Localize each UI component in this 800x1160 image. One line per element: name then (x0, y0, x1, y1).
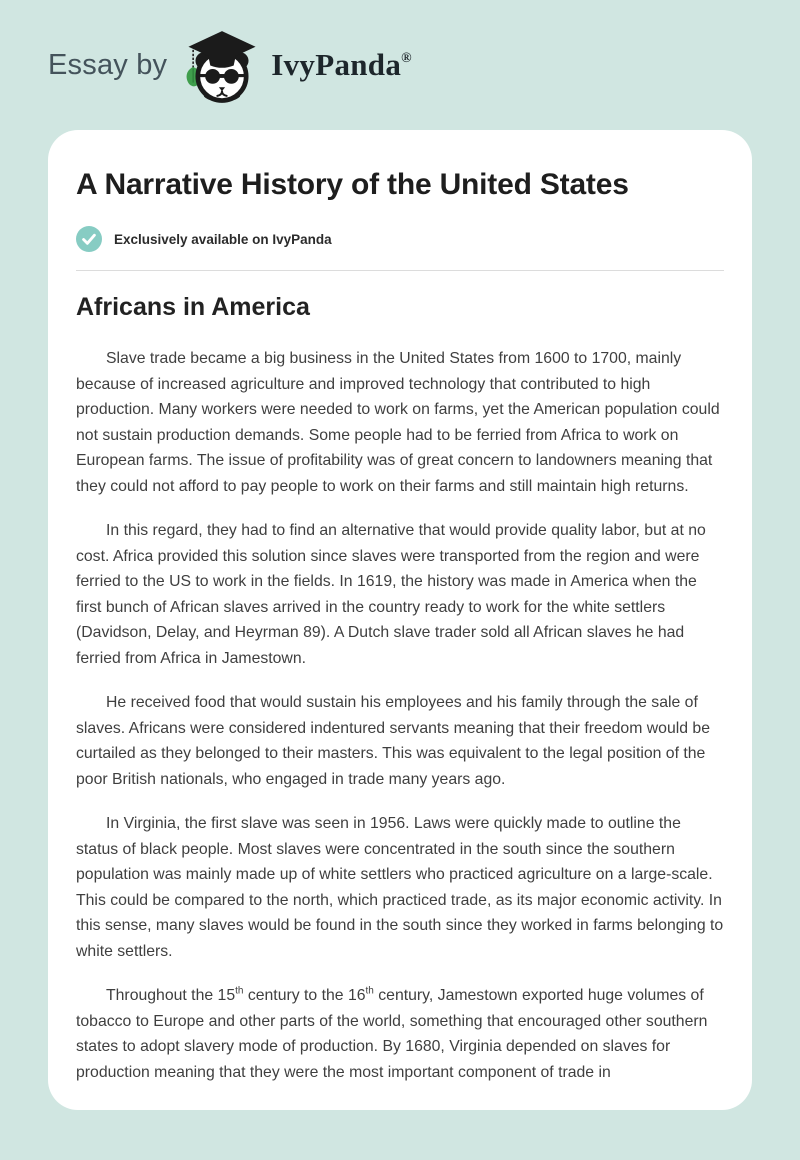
essay-paragraph: Slave trade became a big business in the United States from 1600 to 1700, mainly because of increased agriculture and improved technology that contributed to high production. Many workers were needed to work on farms, yet the American population could not sustain production demands. Some people had to be ferried from Africa to work on European farms. The issue of profitability was of great concern to landowners meaning that they could not afford to pay people to work on their farms and still maintain high returns. (76, 350, 720, 495)
divider (76, 270, 724, 271)
essay-paragraph: In Virginia, the first slave was seen in 1956. Laws were quickly made to outline the status of black people. Most slaves were concentrated in the south since the southern population was mainly made up of white settlers who practiced agriculture on a large-scale. This could be compared to the north, which practiced trade, as its major economic activity. In this sense, many slaves would be found in the south since they worked in farms belonging to white settlers. (76, 815, 724, 960)
essay-paragraph: He received food that would sustain his employees and his family through the sale of slaves. Africans were considered indentured servants meaning that their freedom would be curtailed as they belonged to their masters. This was equivalent to the legal position of the poor British nationals, who engaged in trade many years ago. (76, 694, 710, 788)
essay-title: A Narrative History of the United States (76, 168, 629, 201)
brand-name: IvyPanda® (271, 47, 412, 82)
section-heading: Africans in America (76, 293, 310, 321)
essay-by-label: Essay by (48, 48, 168, 81)
site-header (0, 0, 800, 130)
panda-graduate-icon (183, 28, 261, 106)
registered-mark: ® (401, 50, 412, 66)
brand-logo (183, 26, 412, 104)
essay-paragraph: In this regard, they had to find an alternative that would provide quality labor, but at no cost. Africa provided this solution since slaves were transported from the region and were ferried to the US to work in the fields. In 1619, the history was made in America when the first bunch of African slaves arrived in the country ready to work for the white settlers (Davidson, Delay, and Heyrman 89). A Dutch slave trader sold all African slaves he had ferried from Africa in Jamestown. (76, 522, 706, 667)
essay-card (48, 130, 752, 1110)
availability-label: Exclusively available on IvyPanda (114, 231, 332, 247)
essay-paragraph: Throughout the 15th century to the 16th century, Jamestown exported huge volumes of tobacco to Europe and other parts of the world, something that encouraged other southern states to adopt slavery mode of production. By 1680, Virginia depended on slaves for production meaning that they were the most important component of trade in (76, 985, 708, 1081)
availability-badge (76, 226, 724, 252)
check-icon (76, 226, 102, 252)
essay-body (76, 346, 724, 1085)
